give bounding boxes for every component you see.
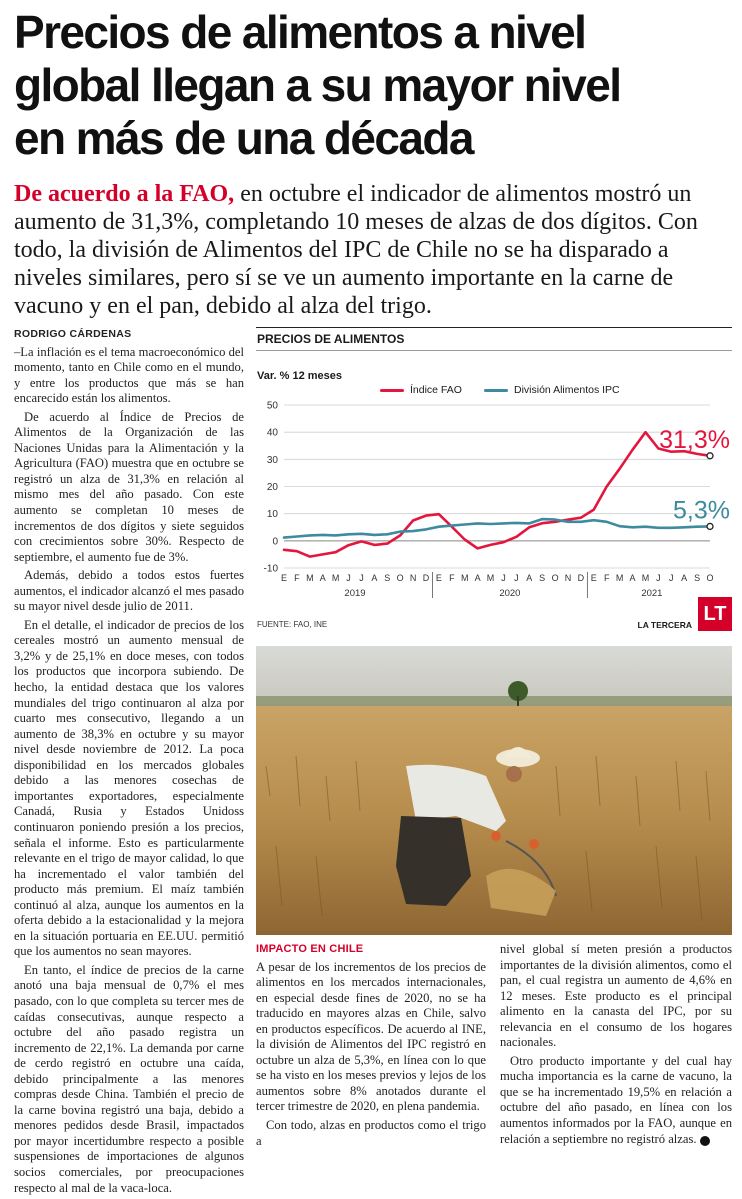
year-label: 2019 xyxy=(344,588,366,599)
photo-illustration xyxy=(256,646,732,935)
x-tick-label: A xyxy=(319,573,326,583)
lede-lead: De acuerdo a la FAO, xyxy=(14,181,235,207)
wheat-harvest-photo xyxy=(256,646,732,935)
body-paragraph: nivel global sí meten presión a productos importantes de la división alimentos, como el pan, el cual registra un aumento de 4,6% en 12 meses. Este producto es el principal alimento en la canasta del IPC, por su relevancia en el consumo de los hogares nacionales. xyxy=(500,942,732,1050)
x-tick-label: O xyxy=(396,573,404,583)
y-tick-label: -10 xyxy=(263,563,278,575)
year-label: 2021 xyxy=(641,588,663,599)
x-tick-label: N xyxy=(409,573,417,583)
headline-line: global llegan a su mayor nivel xyxy=(14,59,621,111)
x-tick-label: E xyxy=(590,573,597,583)
legend-item-ipc xyxy=(484,384,620,396)
la-tercera-logo: LT xyxy=(698,597,732,631)
chart-title-rule xyxy=(256,350,732,351)
x-tick-label: F xyxy=(603,573,610,583)
x-tick-label: N xyxy=(564,573,572,583)
x-tick-label: M xyxy=(460,573,469,583)
year-label: 2020 xyxy=(499,588,521,599)
x-tick-label: J xyxy=(359,573,364,583)
y-tick-label: 50 xyxy=(266,400,278,412)
x-tick-label: M xyxy=(306,573,314,583)
headline xyxy=(14,6,734,165)
legend-item-fao xyxy=(380,384,462,396)
x-tick-label: J xyxy=(656,573,661,583)
x-tick-label: M xyxy=(486,573,495,583)
legend-label-ipc: División Alimentos IPC xyxy=(514,384,620,396)
x-tick-label: J xyxy=(669,573,674,583)
series-line-ipc xyxy=(284,519,710,538)
body-paragraph xyxy=(500,1054,732,1147)
x-tick-label: J xyxy=(501,573,506,583)
series-line-fao xyxy=(284,432,710,556)
x-tick-label: J xyxy=(346,573,351,583)
x-tick-label: A xyxy=(629,573,636,583)
section-title: IMPACTO EN CHILE xyxy=(256,943,364,955)
chart-title: PRECIOS DE ALIMENTOS xyxy=(257,332,405,346)
byline: RODRIGO CÁRDENAS xyxy=(14,328,132,340)
x-tick-label: D xyxy=(422,573,430,583)
x-tick-label: A xyxy=(681,573,688,583)
body-paragraph: En tanto, el índice de precios de la carne anotó una baja mensual de 0,7% el mes pasado, con lo que completa su tercer mes de caídas consecutivas, aunque respecto a octubre del año pasado registra un incremento de 22,1%. La demanda por carne de cerdo registró en octubre una caída, debido principalmente a las menores compras desde China. También el precio de la carne bovina registró una baja, debido a menores pedidos desde Brasil, impactados por mayor incertidumbre respecto a posible suspensiones de importaciones de algunos socios comerciales, por preocupaciones respecto al mal de la vaca-loca. xyxy=(14,962,244,1195)
legend-label-fao: Índice FAO xyxy=(410,384,462,396)
x-tick-label: J xyxy=(514,573,519,583)
body-column-right xyxy=(500,942,732,1150)
x-tick-label: S xyxy=(384,573,391,583)
x-tick-label: M xyxy=(641,573,650,583)
body-paragraph: A pesar de los incrementos de los precios de alimentos en los mercados internacionales, en especial desde fines de 2020, no se ha traducido en mayores alzas en Chile, salvo en productos específicos. De acuerdo al INE, la división de Alimentos del IPC registró en octubre un alza de 5,3%, en línea con lo que se ha visto en los meses previos y lejos de los aumentos sobre 8% anotados durante el tercer trimestre de 2020, en plena pandemia. xyxy=(256,959,486,1114)
legend-swatch-fao xyxy=(380,389,404,392)
body-paragraph: En el detalle, el indicador de precios de los cereales mostró un aumento mensual de 3,2% y de 25,1% en doce meses, con todos los productos que incorpora subiendo. De hecho, la entidad destaca que los valores mundiales del trigo continuaron al alza por cuarto mes consecutivo, llegando a un aumento de 38,3% en octubre y su mayor nivel desde noviembre de 2012. La poca disponibilidad en los mercados globales debido a las menores cosechas de importantes exportadores, especialmente Canadá, Rusia y Estados Unidoss continuaron poniendo presión a los precios, señala el informe. Esto es particularmente relevante en el trigo de mayor calidad, lo que ha incrementado el valor también del producto más premium. El maíz también continuó al alza, aunque los aumentos en la oferta debido a la estacionalidad y la mejora en la situación portuaria en EE.UU. permitió que los aumentos no sean mayores. xyxy=(14,617,244,959)
chart-credit: LA TERCERA xyxy=(637,620,692,630)
y-tick-label: 30 xyxy=(266,454,278,466)
y-tick-label: 40 xyxy=(266,427,278,439)
lede-text: en octubre el indicador de alimentos mostró un aumento de 31,3%, completando 10 meses de alzas de dos dígitos. Con todo, la división de Alimentos del IPC de Chile no se ha disparado a niveles similares, pero sí se ve un aumento importante en la carne de vacuno y en el pan, debido al alza del trigo. xyxy=(14,181,698,319)
body-paragraph: Con todo, alzas en productos como el trigo a xyxy=(256,1118,486,1148)
x-tick-label: O xyxy=(706,573,714,583)
chart-panel xyxy=(256,327,732,637)
chart-subtitle: Var. % 12 meses xyxy=(257,370,343,382)
x-tick-label: F xyxy=(449,573,455,583)
x-tick-label: S xyxy=(539,573,546,583)
y-tick-label: 10 xyxy=(266,509,278,521)
x-tick-label: M xyxy=(331,573,340,583)
x-tick-label: O xyxy=(551,573,559,583)
body-column-middle xyxy=(256,942,486,1152)
x-tick-label: A xyxy=(474,573,481,583)
y-tick-label: 0 xyxy=(272,536,278,548)
headline-line: Precios de alimentos a nivel xyxy=(14,6,586,58)
chart-source: FUENTE: FAO, INE xyxy=(257,620,328,629)
body-paragraph: Además, debido a todos estos fuertes aumentos, el indicador alcanzó el mes pasado su mayor nivel desde julio de 2011. xyxy=(14,568,244,614)
body-paragraph-text: Otro producto importante y del cual hay mucha importancia es la carne de vacuno, la que se ha incrementado 19,5% en relación a octubre del año pasado, en línea con los aumentos informados por la FAO, aunque en relación a septiembre no registró alzas. xyxy=(500,1053,732,1146)
x-tick-label: D xyxy=(577,573,585,583)
x-tick-label: E xyxy=(435,573,442,583)
body-column-left xyxy=(14,327,244,1199)
x-tick-label: E xyxy=(280,573,288,583)
x-tick-label: F xyxy=(294,573,300,583)
x-tick-label: S xyxy=(694,573,701,583)
x-tick-label: A xyxy=(371,573,378,583)
y-tick-label: 20 xyxy=(266,482,278,493)
line-chart xyxy=(256,397,732,607)
body-paragraph: –La inflación es el tema macroeconómico del momento, tanto en Chile como en el mundo, y entre los productos que más se han encarecido están los alimentos. xyxy=(14,344,244,406)
end-mark-icon: P xyxy=(700,1136,710,1146)
end-label-fao: 31,3% xyxy=(659,425,730,454)
x-tick-label: M xyxy=(615,573,624,583)
body-paragraph: De acuerdo al Índice de Precios de Alimentos de la Organización de las Naciones Unidas para la Alimentación y la Agricultura (FAO) muestra que en octubre se registró un alza de 31,3% en relación al mismo mes del año pasado. Con este aumento se completan 10 meses de incrementos de dos dígitos y siete seguidos con crecimientos sobre 30%. Respecto de septiembre, el aumento fue de 3%. xyxy=(14,409,244,564)
lede xyxy=(14,180,732,320)
end-label-ipc: 5,3% xyxy=(673,496,730,525)
headline-line: en más de una década xyxy=(14,112,473,164)
x-tick-label: A xyxy=(526,573,533,583)
legend-swatch-ipc xyxy=(484,389,508,392)
chart-top-rule xyxy=(256,327,732,328)
